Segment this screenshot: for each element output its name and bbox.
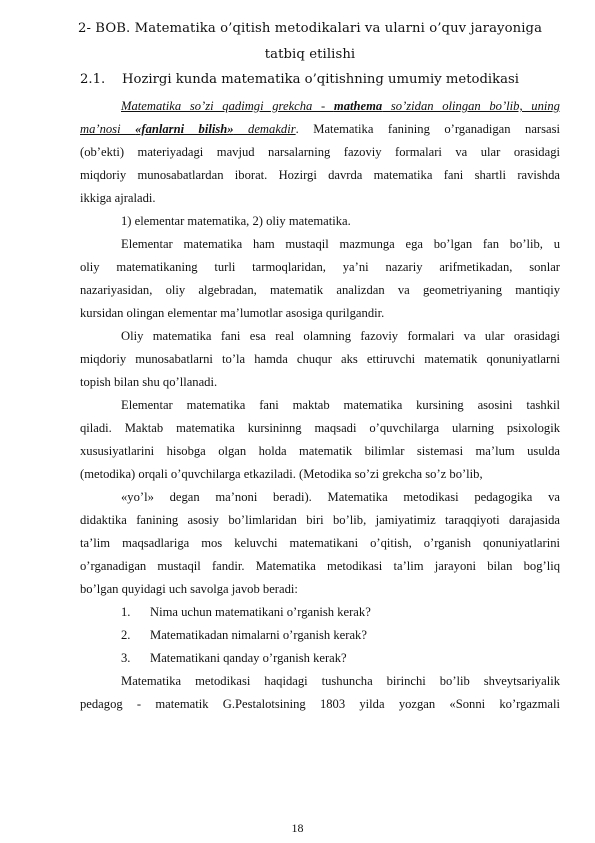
paragraph-5-line-4: (metodika) orqali o’quvchilarga etkaziladi. (Metodika so’zi grekcha so’z bo’lib, [80,467,483,481]
paragraph-1-line-5: ikkiga ajraladi. [80,191,156,205]
text-run: Matematika so’zi qadimgi grekcha - [121,99,334,113]
section-title: Hozirgi kunda matematika o’qitishning umumiy metodikasi [122,72,519,87]
page-number: 18 [291,821,304,835]
paragraph-3-line-4: kursidan olingan elementar ma’lumotlar asosiga qurilgandir. [80,306,385,320]
paragraph-5-line-1: Elementar matematika fani maktab matematika kursining asosini tashkil [121,398,560,412]
paragraph-1-line-4: miqdoriy munosabatlardan iborat. Hozirgi davrda matematika fani shartli ravishda [80,168,560,182]
chapter-title-line-1: 2- BOB. Matematika o’qitish metodikalari va ularni o’quv jarayoniga [77,21,543,36]
paragraph-2-line-1: 1) elementar matematika, 2) oliy matematika. [121,214,351,228]
list-item-text: Nima uchun matematikani o’rganish kerak? [150,605,371,619]
paragraph-7-line-2: pedagog - matematik G.Pestalotsining 1803 yilda yozgan «Sonni ko’rgazmali [80,697,560,711]
section-heading [80,72,519,87]
paragraph-5-line-2: qiladi. Maktab matematika kursininng maqsadi o’quvchilarga ularning psixologik [80,421,560,435]
paragraph-6-line-2: didaktika fanining asosiy bo’limlaridan biri bo’lib, jamiyatimiz taraqqiyoti darajasida [80,513,560,527]
section-number: 2.1. [80,72,106,87]
paragraph-3-line-3: nazariyasidan, oliy algebradan, matematik analizdan va geometriyaning mantiqiy [80,283,560,297]
paragraph-3-line-2: oliy matematikaning turli tarmoqlaridan, ya’ni nazariy arifmetikadan, sonlar [80,260,560,274]
list-item-text: Matematikadan nimalarni o’rganish kerak? [150,628,367,642]
paragraph-1-line-2 [80,120,560,138]
list-item [121,603,421,621]
list-item-text: Matematikani qanday o’rganish kerak? [150,651,347,665]
list-item [121,626,421,644]
text-run: demakdir [233,122,296,136]
paragraph-1-line-1 [121,97,560,115]
text-run-bold: «fanlarni bilish» [135,122,234,136]
text-run-bold: mathema [333,99,383,113]
text-run: . Matematika fanining o’rganadigan narsasi [295,122,561,136]
paragraph-7-line-1: Matematika metodikasi haqidagi tushuncha birinchi bo’lib shveytsariyalik [121,674,560,688]
list-item [121,649,421,667]
paragraph-1-line-3: (ob’ekti) materiyadagi mavjud narsalarning fazoviy formalari va ular orasidagi [80,145,560,159]
list-item-number: 1. [121,605,131,619]
paragraph-4-line-3: topish bilan shu qo’llanadi. [80,375,218,389]
paragraph-4-line-1: Oliy matematika fani esa real olamning fazoviy formalari va ular orasidagi [121,329,560,343]
paragraph-6-line-4: o’rganadigan mustaqil fandir. Matematika metodikasi ta’lim jarayoni bilan bog’liq [80,559,560,573]
text-run: ma’nosi [80,122,136,136]
paragraph-6-line-5: bo’lgan quyidagi uch savolga javob beradi: [80,582,298,596]
list-item-number: 3. [121,651,131,665]
chapter-title-line-2: tatbiq etilishi [264,47,356,62]
paragraph-6-line-1: «yo’l» degan ma’noni beradi). Matematika metodikasi pedagogika va [121,490,560,504]
paragraph-5-line-3: xususiyatlarini hisobga olgan holda matematik bilimlar sistemasi ma’lum usulda [80,444,560,458]
text-run: so’zidan olingan bo’lib, uning [382,99,560,113]
list-item-number: 2. [121,628,131,642]
paragraph-4-line-2: miqdoriy munosabatlarni to’la hamda chuqur aks ettiruvchi matematik qonuniyatlarni [80,352,560,366]
paragraph-6-line-3: ta’lim maqsadlariga mos keluvchi matematikani o’qitish, o’rganish qonuniyatlarini [80,536,560,550]
paragraph-3-line-1: Elementar matematika ham mustaqil mazmunga ega bo’lgan fan bo’lib, u [121,237,560,251]
